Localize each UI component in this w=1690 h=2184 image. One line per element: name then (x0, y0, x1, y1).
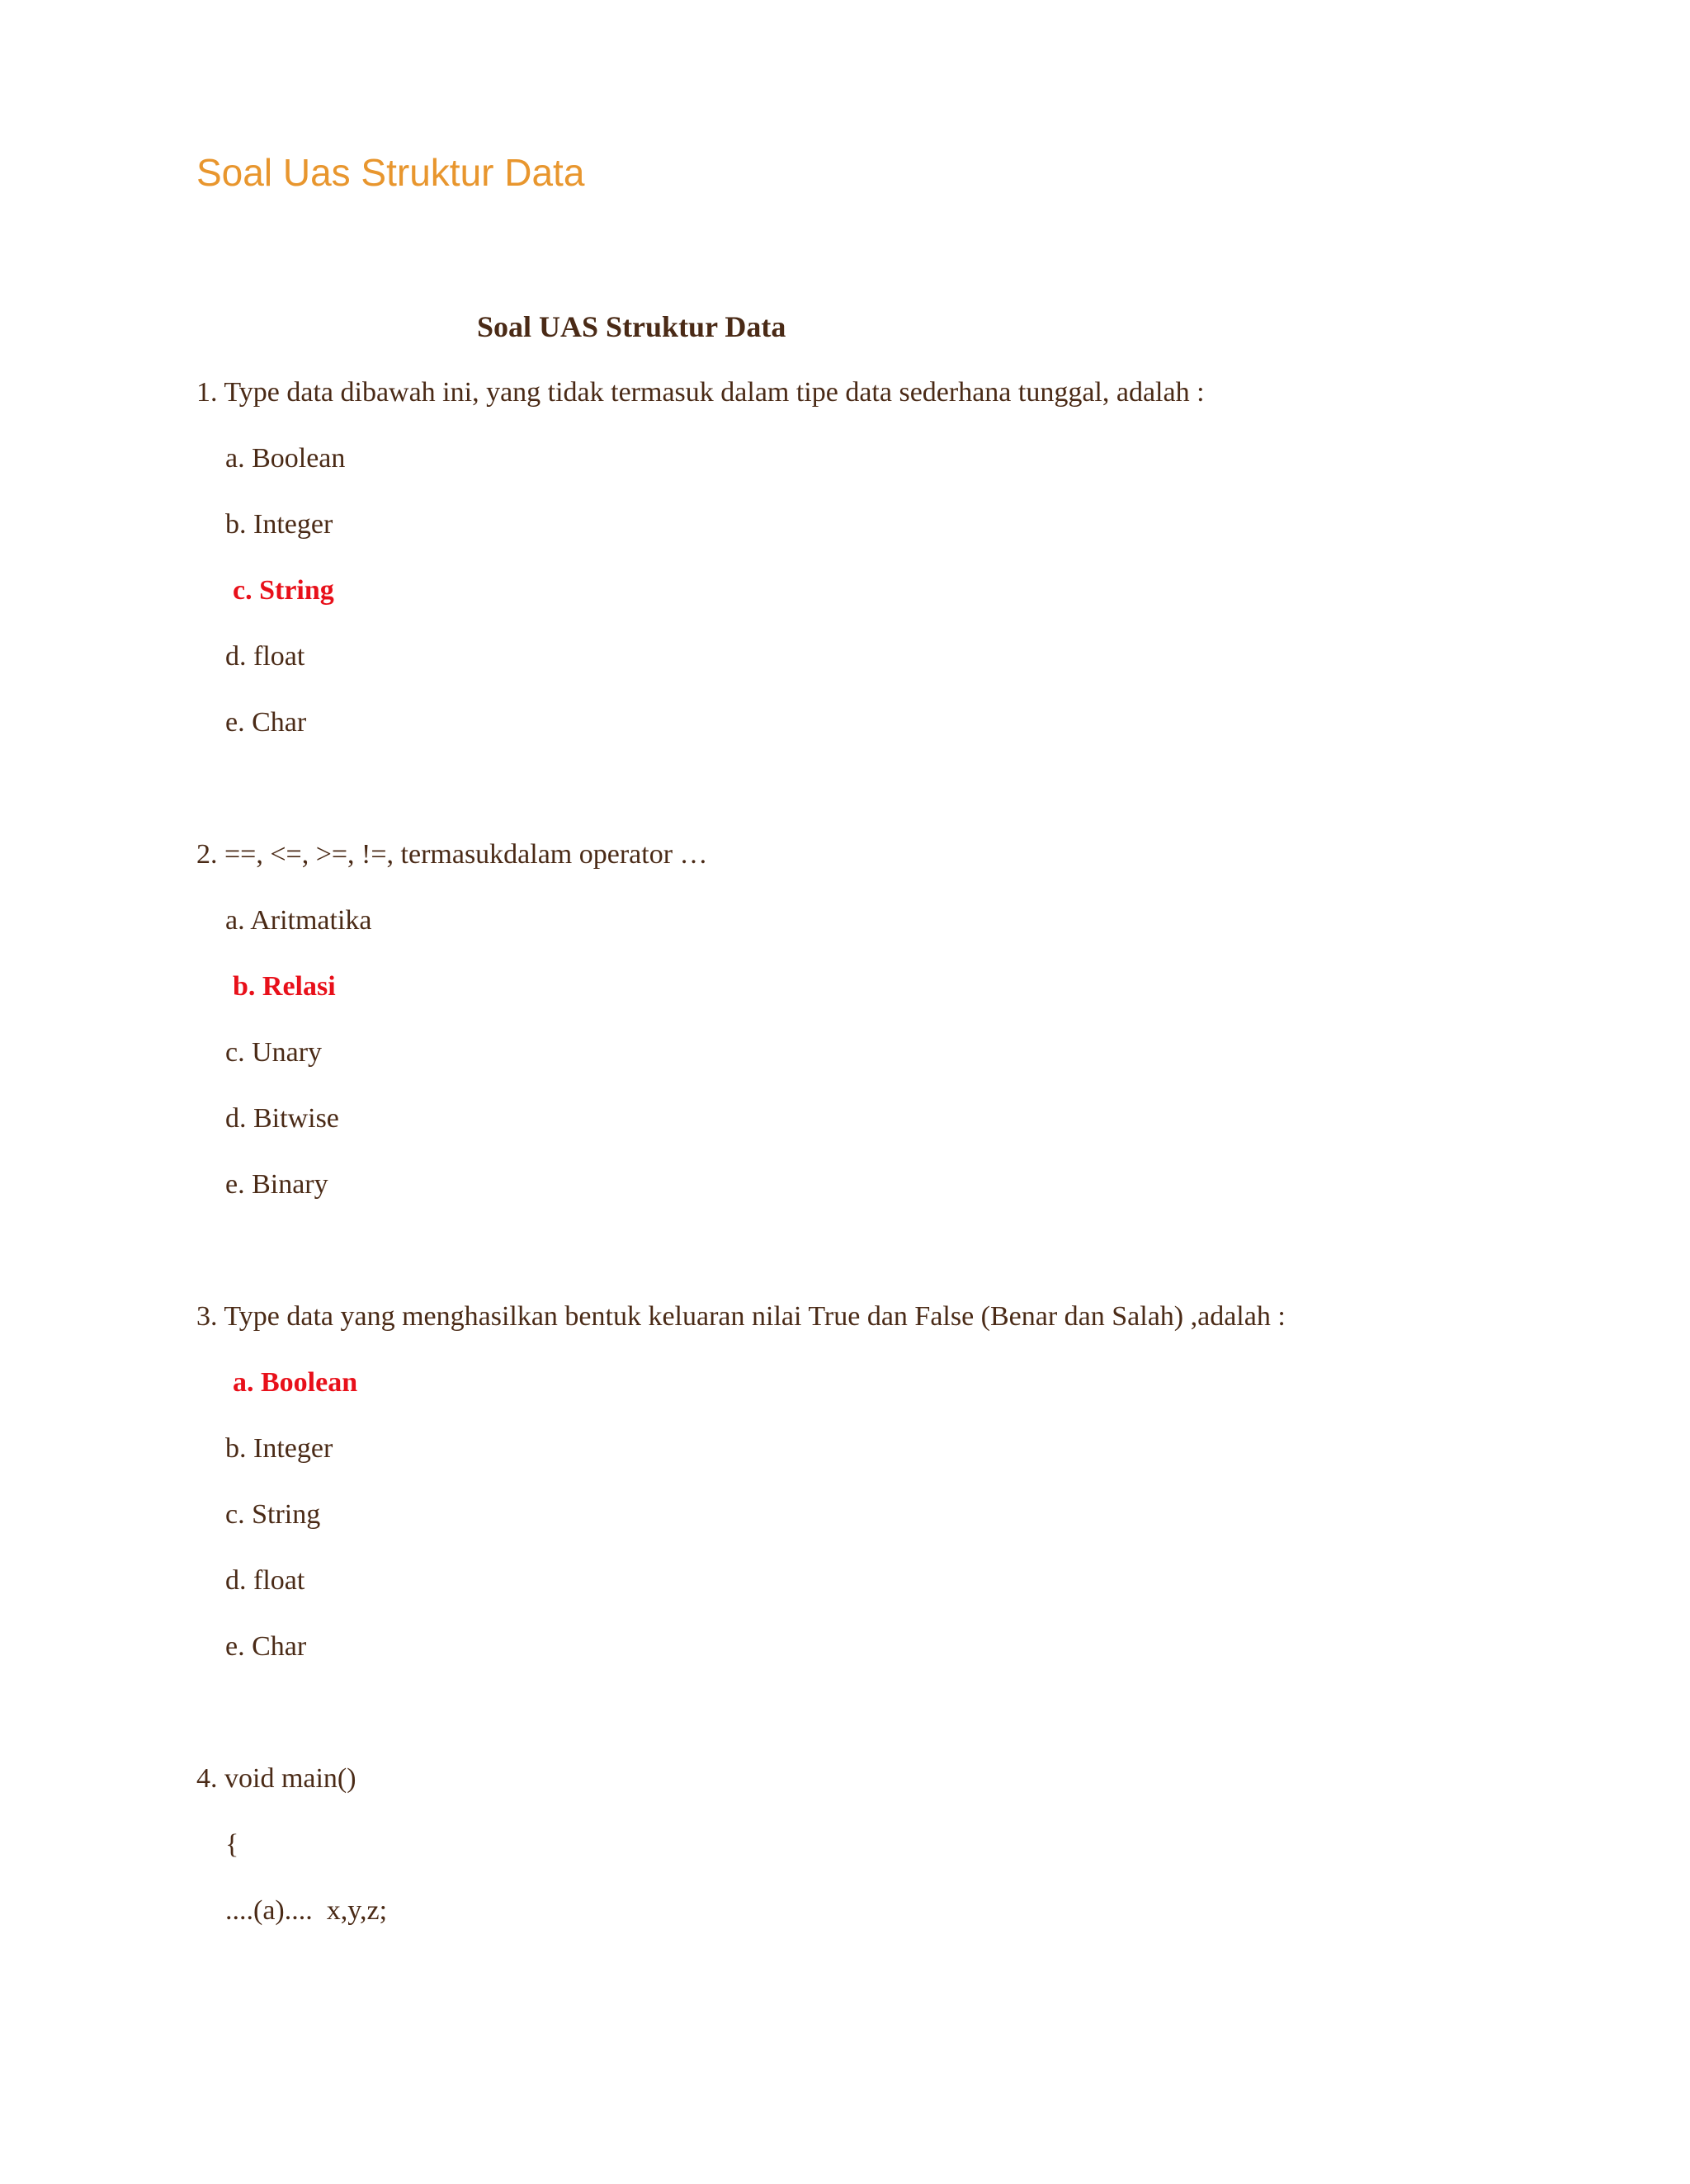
option-a: a. Boolean (225, 443, 346, 474)
document-title: Soal Uas Struktur Data (196, 151, 585, 194)
question-2 (196, 822, 1451, 1218)
answer-options (196, 888, 1451, 1218)
answer-options (196, 426, 1451, 756)
code-line: ....(a).... x,y,z; (225, 1895, 388, 1926)
question-3 (196, 1284, 1451, 1680)
option-b: b. Integer (225, 1433, 333, 1464)
answer-options (196, 1350, 1451, 1680)
option-e: e. Char (225, 707, 307, 738)
document-content (196, 294, 1451, 1944)
question-text: 1. Type data dibawah ini, yang tidak termasuk dalam tipe data sederhana tunggal, adalah : (196, 377, 1205, 408)
option-d: d. float (225, 641, 305, 672)
option-b: b. Integer (225, 509, 333, 540)
option-c-correct: c. String (233, 575, 334, 606)
question-text: 4. void main() (196, 1763, 356, 1794)
question-4 (196, 1746, 1451, 1944)
option-c: c. Unary (225, 1037, 323, 1068)
option-b-correct: b. Relasi (233, 971, 336, 1002)
question-text: 2. ==, <=, >=, !=, termasukdalam operator … (196, 839, 708, 870)
content-title: Soal UAS Struktur Data (477, 310, 786, 343)
option-c: c. String (225, 1499, 321, 1530)
option-a-correct: a. Boolean (233, 1367, 358, 1398)
question-text: 3. Type data yang menghasilkan bentuk keluaran nilai True dan False (Benar dan Salah) ,adalah : (196, 1301, 1286, 1332)
option-d: d. Bitwise (225, 1103, 339, 1134)
option-d: d. float (225, 1565, 305, 1596)
option-a: a. Aritmatika (225, 905, 372, 936)
question-1 (196, 360, 1451, 756)
code-line: { (225, 1829, 239, 1860)
option-e: e. Char (225, 1631, 307, 1662)
option-e: e. Binary (225, 1169, 328, 1200)
